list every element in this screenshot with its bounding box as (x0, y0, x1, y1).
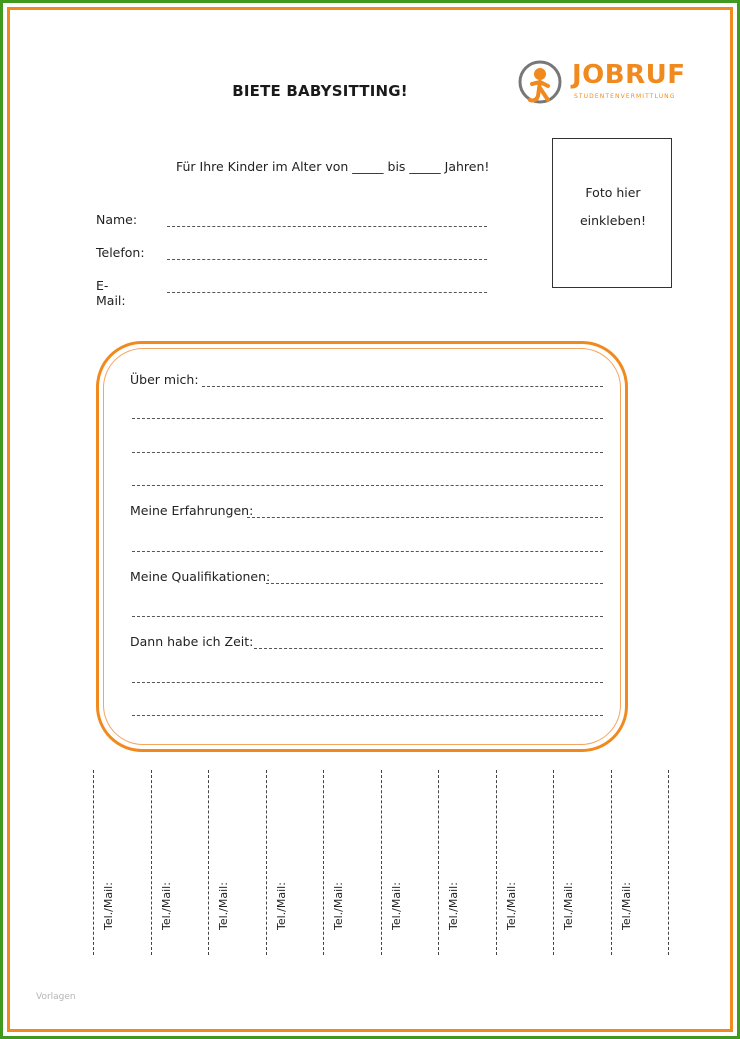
qualifications-label: Meine Qualifikationen: (130, 569, 271, 584)
about-me-line (202, 386, 603, 387)
email-label: E-Mail: (96, 278, 126, 308)
logo-subtitle: STUDENTENVERMITTLUNG (574, 93, 676, 100)
tear-off-tab (267, 770, 323, 955)
photo-instruction-line-1: Foto hier (585, 185, 641, 200)
tear-off-cut-line (668, 770, 669, 955)
tear-off-tab (439, 770, 495, 955)
tear-off-tab (612, 770, 668, 955)
logo-wordmark: JOBRUF (572, 60, 686, 90)
tear-off-tab (152, 770, 208, 955)
experience-label: Meine Erfahrungen: (130, 503, 254, 518)
availability-label: Dann habe ich Zeit: (130, 634, 254, 649)
phone-label: Telefon: (96, 245, 145, 260)
jobruf-logo (516, 58, 696, 110)
about-me-box (96, 341, 628, 752)
tear-off-tab (497, 770, 553, 955)
tear-off-tab (209, 770, 265, 955)
phone-field-line (167, 259, 487, 260)
availability-line (254, 648, 603, 649)
tear-off-tab-label: Tel./Mail: (160, 882, 173, 930)
tear-off-tab-label: Tel./Mail: (620, 882, 633, 930)
photo-placeholder (552, 138, 672, 288)
qualifications-line (132, 616, 603, 617)
tear-off-tab-label: Tel./Mail: (562, 882, 575, 930)
age-range-line: Für Ihre Kinder im Alter von _____ bis _____ Jahren! (176, 159, 490, 174)
qualifications-line (266, 583, 603, 584)
tear-off-tab-label: Tel./Mail: (332, 882, 345, 930)
tear-off-tab (554, 770, 610, 955)
tear-off-tab (324, 770, 380, 955)
photo-instructions (553, 179, 673, 235)
availability-line (132, 715, 603, 716)
name-label: Name: (96, 212, 138, 227)
about-me-label: Über mich: (130, 372, 199, 387)
tear-off-tab-label: Tel./Mail: (447, 882, 460, 930)
about-me-line (132, 418, 603, 419)
name-field-line (167, 226, 487, 227)
email-field-line (167, 292, 487, 293)
about-me-line (132, 485, 603, 486)
page-title: BIETE BABYSITTING! (232, 82, 408, 100)
tear-off-tab-label: Tel./Mail: (102, 882, 115, 930)
tear-off-tab-label: Tel./Mail: (390, 882, 403, 930)
tear-off-tab-label: Tel./Mail: (217, 882, 230, 930)
jobruf-logo-mark-icon (516, 58, 568, 110)
availability-line (132, 682, 603, 683)
photo-instruction-line-2: einkleben! (579, 213, 647, 228)
footer-watermark: Vorlagen (36, 992, 76, 1002)
tear-off-tab (94, 770, 150, 955)
tear-off-tab-label: Tel./Mail: (275, 882, 288, 930)
tear-off-tab-label: Tel./Mail: (505, 882, 518, 930)
about-me-line (132, 452, 603, 453)
about-me-box-inner-border (103, 348, 621, 745)
experience-line (132, 551, 603, 552)
tear-off-tab (382, 770, 438, 955)
experience-line (247, 517, 603, 518)
